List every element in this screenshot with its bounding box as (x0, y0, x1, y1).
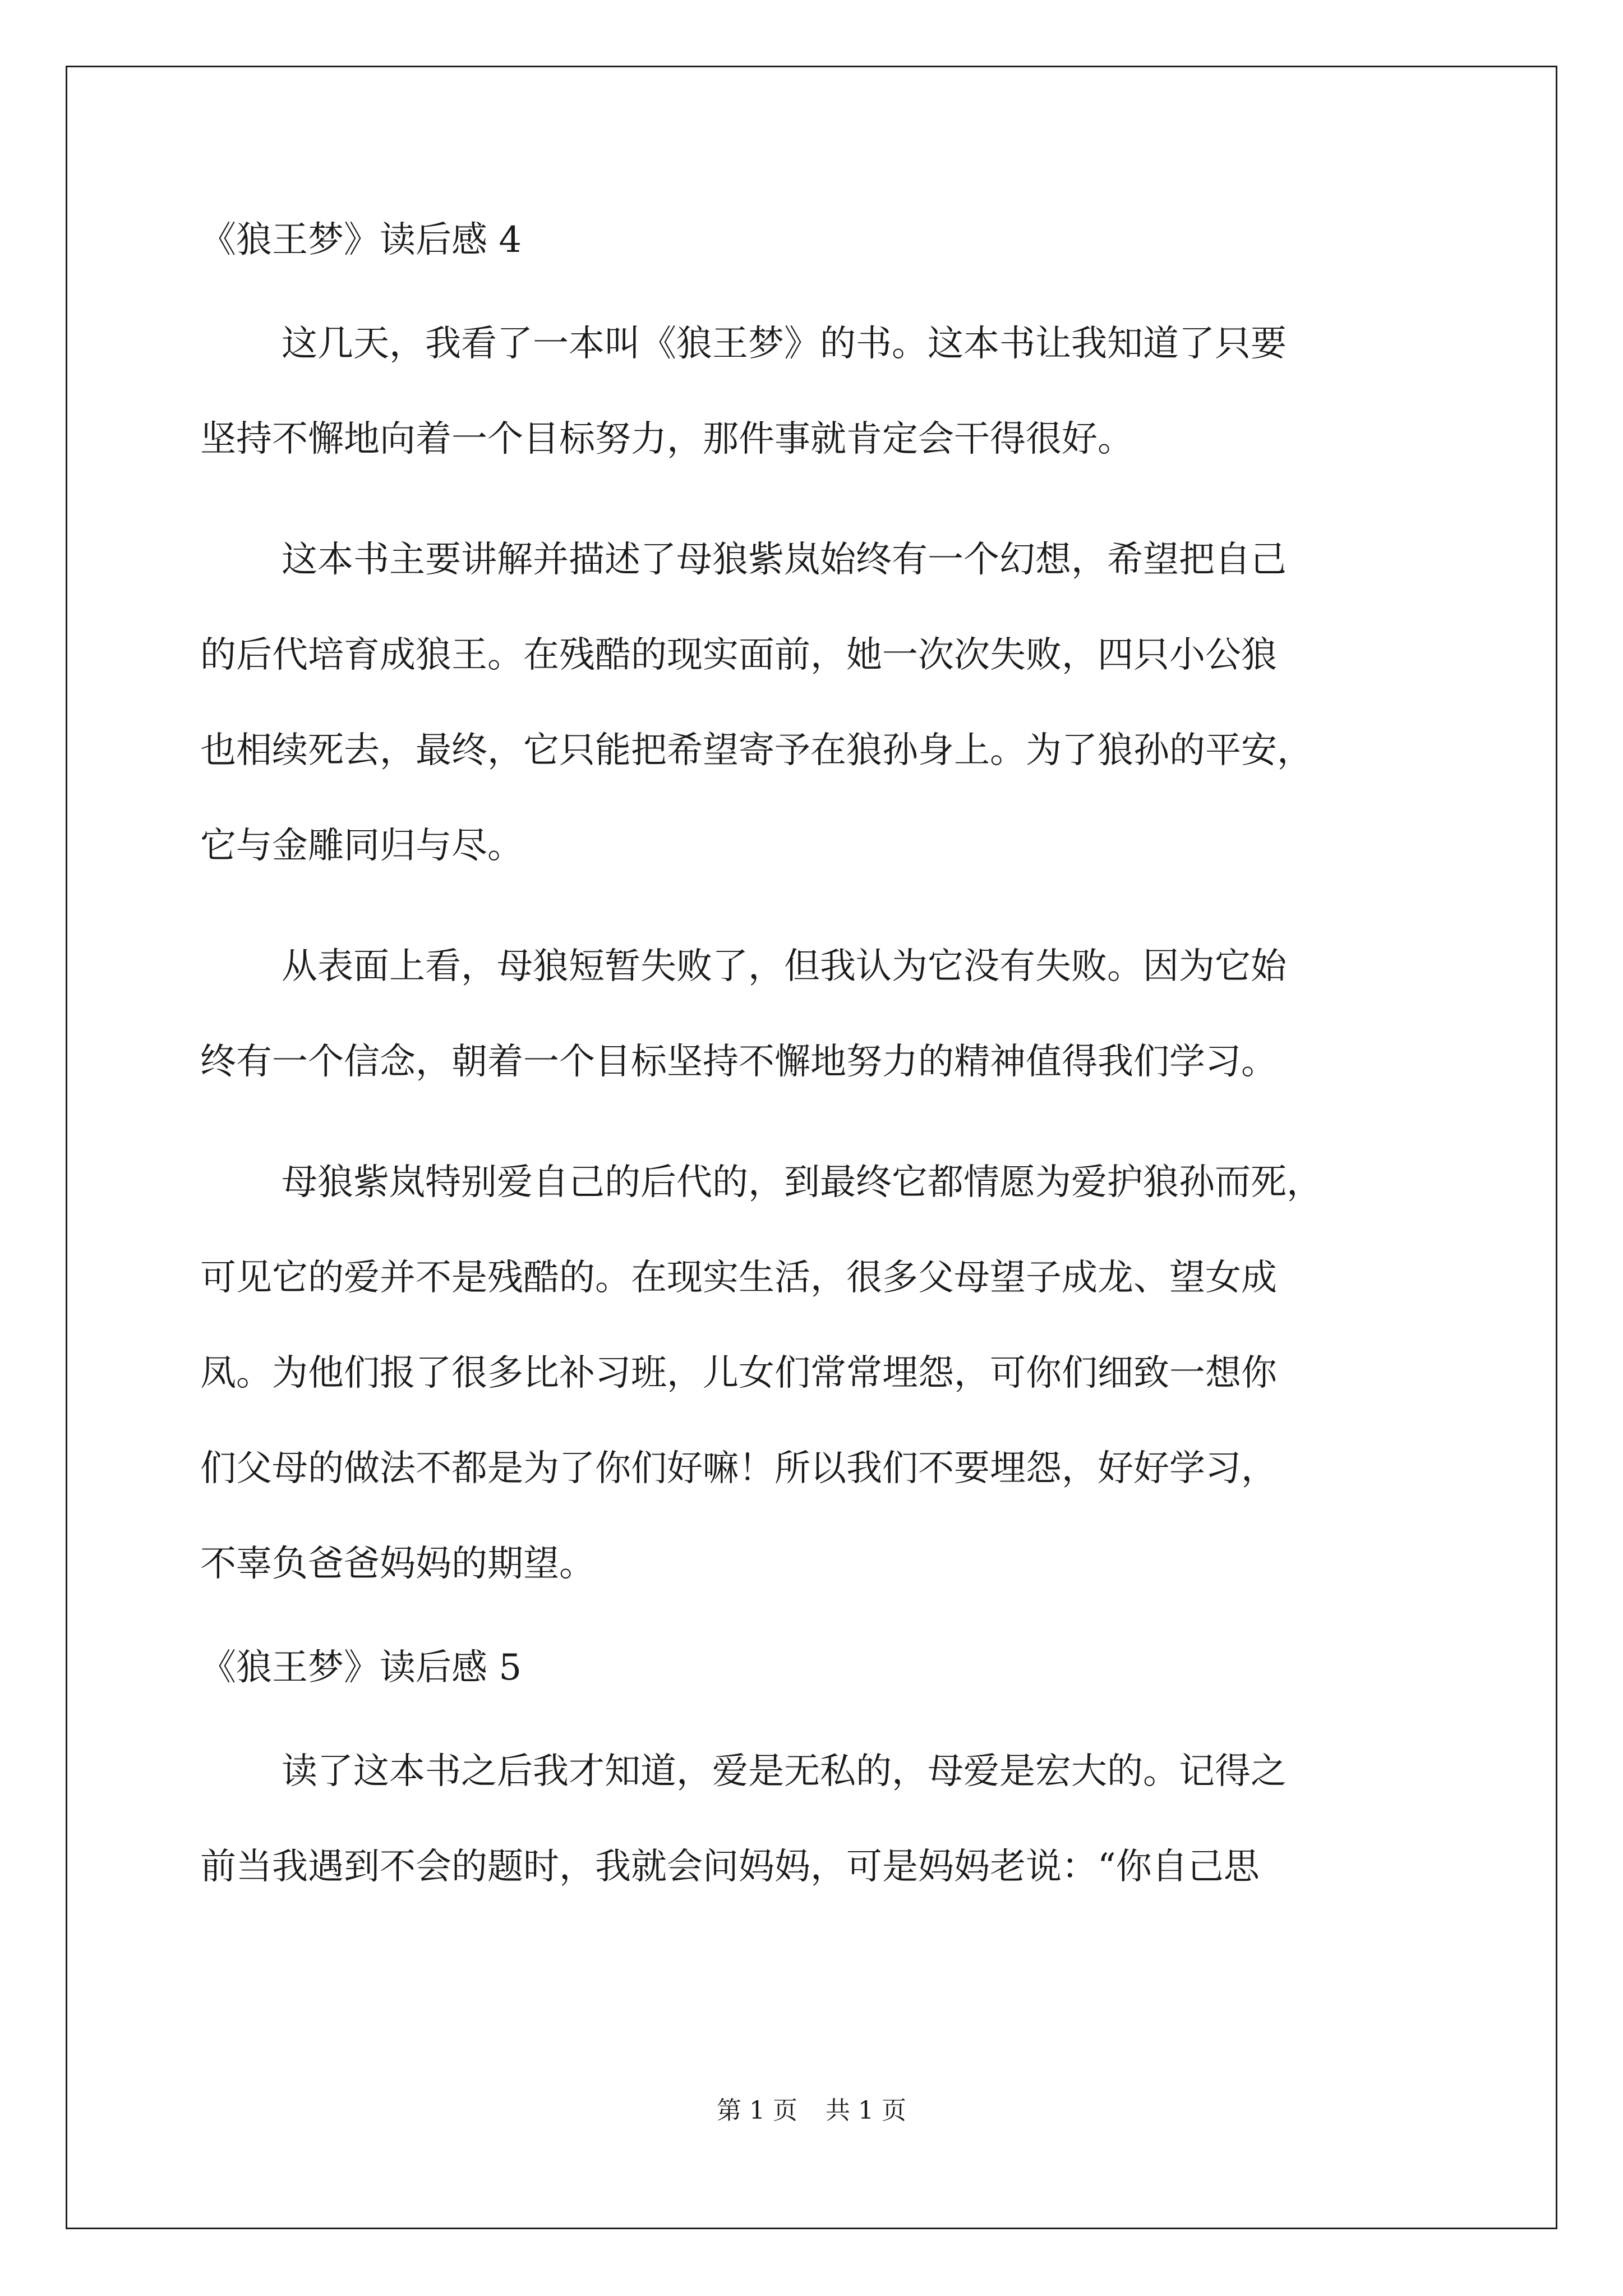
paragraph-line: 坚持不懈地向着一个目标努力，那件事就肯定会干得很好。 (200, 418, 1133, 460)
page-total: 共 1 页 (826, 2096, 906, 2125)
paragraph-line: 读了这本书之后我才知道，爱是无私的，母爱是宏大的。记得之 (282, 1751, 1287, 1792)
section-heading-4: 《狼王梦》读后感 4 (200, 219, 522, 261)
section-heading-5: 《狼王梦》读后感 5 (200, 1647, 522, 1688)
paragraph-line: 这本书主要讲解并描述了母狼紫岚始终有一个幻想，希望把自己 (282, 539, 1287, 581)
page-footer (0, 2095, 1623, 2127)
paragraph-line: 它与金雕同归与尽。 (200, 825, 523, 867)
paragraph-line: 这几天，我看了一本叫《狼王梦》的书。这本书让我知道了只要 (282, 323, 1287, 365)
paragraph-line: 终有一个信念，朝着一个目标坚持不懈地努力的精神值得我们学习。 (200, 1041, 1277, 1083)
page-border (66, 66, 1557, 2229)
paragraph-line: 母狼紫岚特别爱自己的后代的，到最终它都情愿为爱护狼孙而死， (282, 1162, 1322, 1203)
paragraph-line: 从表面上看，母狼短暂失败了，但我认为它没有失败。因为它始 (282, 946, 1287, 987)
paragraph-line: 可见它的爱并不是残酷的。在现实生活，很多父母望子成龙、望女成 (200, 1257, 1277, 1299)
paragraph-line: 凤。为他们报了很多比补习班，儿女们常常埋怨，可你们细致一想你 (200, 1352, 1277, 1394)
paragraph-line: 也相续死去，最终，它只能把希望寄予在狼孙身上。为了狼孙的平安， (200, 730, 1313, 771)
paragraph-line: 前当我遇到不会的题时，我就会问妈妈，可是妈妈老说：“你自己思 (200, 1846, 1260, 1888)
paragraph-line: 不辜负爸爸妈妈的期望。 (200, 1543, 595, 1585)
paragraph-line: 的后代培育成狼王。在残酷的现实面前，她一次次失败，四只小公狼 (200, 634, 1277, 676)
paragraph-line: 们父母的做法不都是为了你们好嘛！所以我们不要埋怨，好好学习， (200, 1448, 1277, 1489)
page-number: 第 1 页 (717, 2096, 797, 2125)
